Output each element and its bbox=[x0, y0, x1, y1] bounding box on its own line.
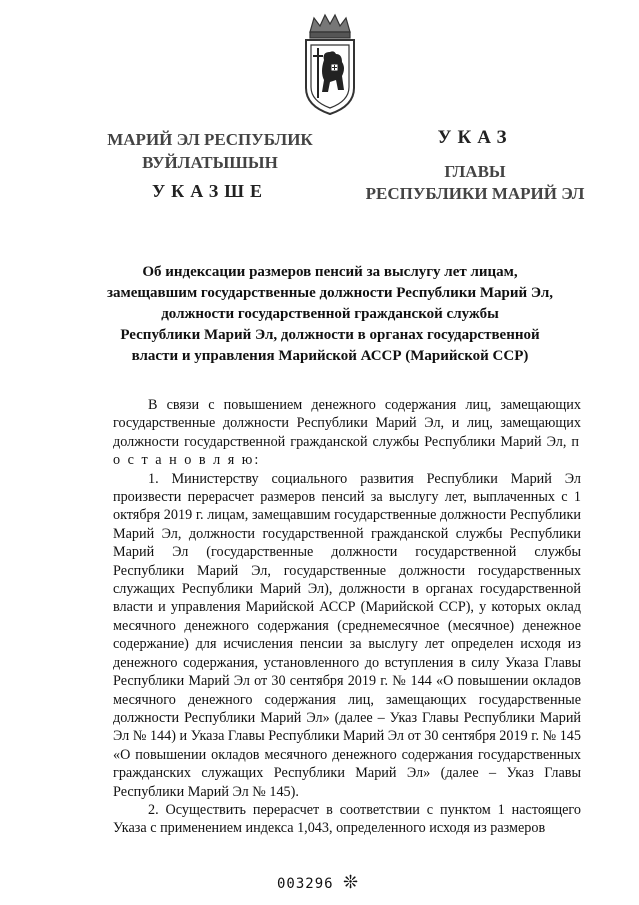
paragraph-2: 2. Осуществить перерасчет в соответствии с пунктом 1 настоящего Указа с применением индекса 1,043, определенного исходя из размеров bbox=[113, 801, 581, 837]
paragraph-1: 1. Министерству социального развития Республики Марий Эл произвести перерасчет размеров пенсий за выслугу лет, выплаченных с 1 октября 2019 г. лицам, замещавшим государственные должности Республики Марий Эл, должности государственной гражданской службы Республики Марий Эл (государственные должности государственной службы Республики Марий Эл, государственные должности государственных служащих Республики Марий Эл), должности в органах государственной власти и управления Марийской АССР (Марийской ССР), у которых оклад месячного денежного содержания (среднемесячное (месячное) денежное содержание) для исчисления пенсии за выслугу лет определен исходя из денежного содержания, установленного до вступления в силу Указа Главы Республики Марий Эл от 30 сентября 2019 г. № 144 «О повышении окладов месячного денежного содержания лиц, замещающих государственные должности Республики Марий Эл» (далее – Указ Главы Республики Марий Эл № 144) и Указа Главы Республики Марий Эл от 30 сентября 2019 г. № 145 «О повышении окладов месячного денежного содержания государственных гражданских служащих Республики Марий Эл» (далее – Указ Главы Республики Марий Эл № 145). bbox=[113, 470, 581, 800]
header-left-line-1: МАРИЙ ЭЛ РЕСПУБЛИК bbox=[107, 130, 313, 149]
intro-text: В связи с повышением денежного содержания лиц, замещающих государственные должности Республики Марий Эл, и лиц, замещающих должности государственной гражданской службы Республики Марий Эл, bbox=[113, 397, 581, 450]
header-left-line-2: ВУЙЛАТЫШЫН bbox=[142, 153, 278, 172]
title-line-2: замещавшим государственные должности Республики Марий Эл, bbox=[106, 285, 554, 301]
header-left-decree: УКАЗШЕ bbox=[151, 181, 269, 201]
intro-decree-word: п о с т а н о в л я ю: bbox=[113, 433, 582, 469]
intro-paragraph bbox=[113, 396, 581, 470]
title-line-4: Республики Марий Эл, должности в органах государственной bbox=[120, 327, 540, 343]
asterisk-mark: ❊ bbox=[343, 872, 359, 892]
title-line-1: Об индексации размеров пенсий за выслугу лет лицам, bbox=[142, 264, 518, 280]
decree-title bbox=[90, 262, 570, 367]
title-line-3: должности государственной гражданской службы bbox=[161, 306, 499, 322]
coat-of-arms-emblem bbox=[300, 10, 360, 122]
header-right-line-2: РЕСПУБЛИКИ МАРИЙ ЭЛ bbox=[365, 184, 585, 203]
decree-body bbox=[113, 396, 581, 838]
title-line-5: власти и управления Марийской АССР (Марийской ССР) bbox=[131, 348, 529, 364]
document-number: 003296 bbox=[277, 876, 334, 892]
header-right-line-1: ГЛАВЫ bbox=[444, 162, 506, 181]
header-right-decree: УКАЗ bbox=[437, 127, 513, 148]
